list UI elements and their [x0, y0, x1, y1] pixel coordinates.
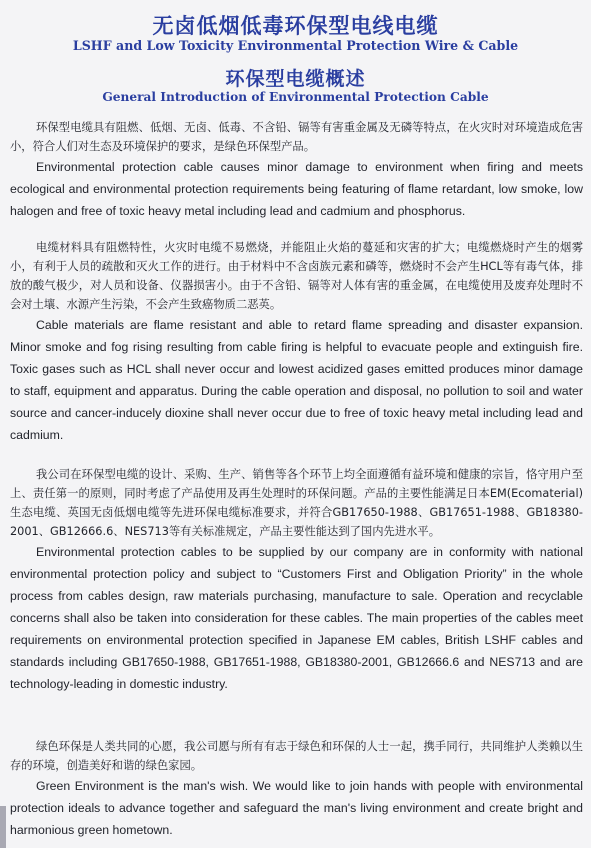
paragraph-chinese: 环保型电缆具有阻燃、低烟、无卤、低毒、不含铅、镉等有害重金属及无磷等特点，在火灾时对环境造成危害小，符合人们对生态及环境保护的要求，是绿色环保型产品。 — [10, 121, 583, 153]
section-features — [10, 118, 583, 222]
section-materials — [10, 238, 583, 446]
paragraph-english: Green Environment is the man's wish. We would like to join hands with people with environmental protection ideals to advance together and safeguard the man's living environment and create bright and harmonious green hometown. — [10, 779, 583, 837]
subtitle-chinese: 环保型电缆概述 — [225, 68, 366, 90]
page-edge-shadow — [0, 806, 6, 848]
paragraph-english: Environmental protection cables to be supplied by our company are in conformity with national environmental protection policy and subject to “Customers First and Obligation Priority” in the whole process from cables design, raw materials purchasing, manufacture to sale. Operation and recyclable concerns shall also be taken into consideration for these cables. The main properties of the cables meet requirements on environmental protection specified in Japanese EM cables, British LSHF cables and standards including GB17650-1988, GB17651-1988, GB18380-2001, GB12666.6 and NES713 and are technology-leading in domestic industry. — [10, 545, 583, 691]
paragraph-chinese: 我公司在环保型电缆的设计、采购、生产、销售等各个环节上均全面遵循有益环境和健康的宗旨，恪守用户至上、责任第一的原则，同时考虑了产品使用及再生处理时的环保问题。产品的主要性能满足日本EM(Ecomaterial)生态电缆、英国无卤低烟电缆等先进环保电缆标准要求，并符合GB17650-1988、GB17651-1988、GB18380-2001、GB12666.6、NES713等有关标准规定，产品主要性能达到了国内先进水平。 — [10, 468, 583, 538]
paragraph-english: Cable materials are flame resistant and able to retard flame spreading and disaster expansion. Minor smoke and fog rising resulting from cable firing is helpful to evacuate people and extinguish fire. Toxic gases such as HCL shall never occur and lowest acidized gases emitted produces minor damage to staff, equipment and apparatus. During the cable operation and disposal, no pollution to soil and water source and cancer-inducely dioxine shall never occur due to free of toxic heavy metal including lead and cadmium. — [10, 318, 583, 442]
subtitle-english: General Introduction of Environmental Protection Cable — [102, 90, 489, 104]
paragraph-chinese: 电缆材料具有阻燃特性，火灾时电缆不易燃烧，并能阻止火焰的蔓延和灾害的扩大；电缆燃烧时产生的烟雾小，有利于人员的疏散和灭火工作的进行。由于材料中不含卤族元素和磷等，燃烧时不会产生HCL等有毒气体，排放的酸气极少，对人员和设备、仪器损害小。由于不含铅、镉等对人体有害的重金属，在电缆使用及废弃处理时不会对土壤、水源产生污染，不会产生致癌物质二恶英。 — [10, 241, 583, 311]
paragraph-english: Environmental protection cable causes minor damage to environment when firing and meets ecological and environmental protection requirements being featuring of flame retardant, low smoke, low halogen and free of toxic heavy metal including lead and cadmium and phosphorus. — [10, 160, 583, 218]
section-company-standards — [10, 465, 583, 695]
main-title-english: LSHF and Low Toxicity Environmental Protection Wire & Cable — [72, 38, 519, 53]
section-green-environment — [10, 737, 583, 841]
main-title-chinese: 无卤低烟低毒环保型电线电缆 — [152, 14, 439, 38]
paragraph-chinese: 绿色环保是人类共同的心愿，我公司愿与所有有志于绿色和环保的人士一起，携手同行，共同维护人类赖以生存的环境，创造美好和谐的绿色家园。 — [10, 740, 583, 772]
